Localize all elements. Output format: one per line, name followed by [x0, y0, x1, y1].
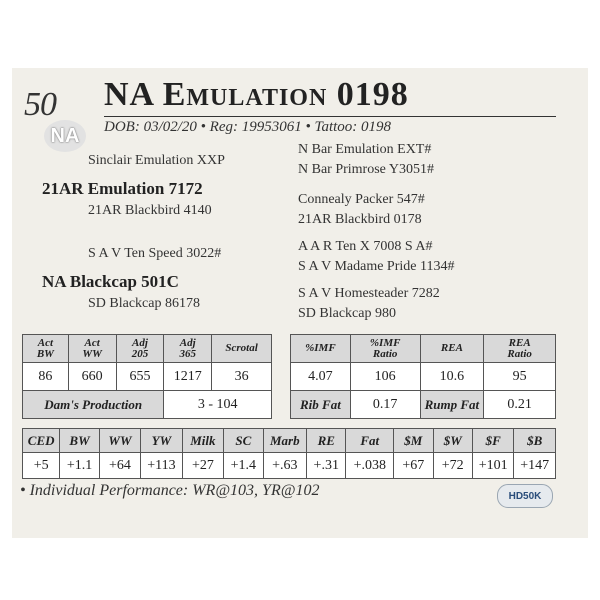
pedigree-sire-dam: 21AR Blackbird 4140 [88, 203, 212, 218]
lot-number: 50 [24, 86, 56, 123]
epd-value-ced: +5 [23, 453, 60, 479]
epd-header-w-index: $W [433, 429, 472, 453]
animal-name: NA Emulation 0198 [104, 76, 409, 113]
pedigree-sd-dam: 21AR Blackbird 0178 [298, 212, 422, 227]
pedigree-sd-sire: Connealy Packer 547# [298, 192, 425, 207]
weights-value-adj-205: 655 [116, 363, 164, 391]
epd-value-fat: +.038 [346, 453, 394, 479]
pedigree-sire: 21AR Emulation 7172 [42, 179, 203, 198]
epd-value-w-index: +72 [433, 453, 472, 479]
pedigree-ds-sire: A A R Ten X 7008 S A# [298, 239, 433, 254]
epd-header-yw: YW [141, 429, 182, 453]
epd-value-f-index: +101 [472, 453, 513, 479]
weights-header-act-ww: Act WW [68, 335, 116, 363]
pedigree-ds-dam: S A V Madame Pride 1134# [298, 259, 455, 274]
weights-header-scrotal: Scrotal [212, 335, 272, 363]
epd-value-milk: +27 [182, 453, 223, 479]
carcass-table [290, 334, 556, 419]
epd-table [22, 428, 556, 479]
epd-header-bw: BW [60, 429, 99, 453]
hd50k-logo: HD50K [497, 484, 553, 508]
pedigree-ss-sire: N Bar Emulation EXT# [298, 142, 432, 157]
pedigree-dam-sire: S A V Ten Speed 3022# [88, 246, 222, 261]
dams-production-value: 3 - 104 [164, 391, 272, 419]
epd-value-ww: +64 [99, 453, 140, 479]
epd-value-b-index: +147 [514, 453, 556, 479]
rib-fat-label: Rib Fat [291, 391, 351, 419]
weights-value-act-ww: 660 [68, 363, 116, 391]
epd-header-marb: Marb [263, 429, 307, 453]
individual-performance: • Individual Performance: WR@103, YR@102 [20, 482, 320, 499]
rump-fat-value: 0.21 [484, 391, 556, 419]
weights-value-scrotal: 36 [212, 363, 272, 391]
epd-value-yw: +113 [141, 453, 182, 479]
epd-value-bw: +1.1 [60, 453, 99, 479]
epd-header-sc: SC [224, 429, 263, 453]
carcass-value-rea-ratio: 95 [484, 363, 556, 391]
weights-value-act-bw: 86 [23, 363, 69, 391]
weights-value-adj-365: 1217 [164, 363, 212, 391]
weights-header-act-bw: Act BW [23, 335, 69, 363]
epd-header-ww: WW [99, 429, 140, 453]
carcass-value-imf-ratio: 106 [350, 363, 420, 391]
breeder-badge [44, 120, 86, 152]
epd-header-milk: Milk [182, 429, 223, 453]
weights-header-adj-205: Adj 205 [116, 335, 164, 363]
breeder-badge-text: NA [50, 124, 80, 147]
pedigree-dd-sire: S A V Homesteader 7282 [298, 286, 440, 301]
rib-fat-value: 0.17 [350, 391, 420, 419]
weights-header-adj-365: Adj 365 [164, 335, 212, 363]
pedigree-sire-sire: Sinclair Emulation XXP [88, 153, 225, 168]
dams-production-label: Dam's Production [23, 391, 164, 419]
epd-header-b-index: $B [514, 429, 556, 453]
pedigree-ss-dam: N Bar Primrose Y3051# [298, 162, 434, 177]
epd-header-re: RE [307, 429, 346, 453]
epd-value-m-index: +67 [394, 453, 433, 479]
weights-table [22, 334, 272, 419]
epd-header-m-index: $M [394, 429, 433, 453]
carcass-header-imf-ratio: %IMF Ratio [350, 335, 420, 363]
animal-details: DOB: 03/02/20 • Reg: 19953061 • Tattoo: 0198 [104, 119, 392, 135]
carcass-header-rea-ratio: REA Ratio [484, 335, 556, 363]
rump-fat-label: Rump Fat [420, 391, 484, 419]
epd-header-fat: Fat [346, 429, 394, 453]
pedigree-dd-dam: SD Blackcap 980 [298, 306, 396, 321]
carcass-value-imf: 4.07 [291, 363, 351, 391]
carcass-value-rea: 10.6 [420, 363, 484, 391]
carcass-header-rea: REA [420, 335, 484, 363]
pedigree-dam: NA Blackcap 501C [42, 272, 179, 291]
epd-header-ced: CED [23, 429, 60, 453]
epd-value-sc: +1.4 [224, 453, 263, 479]
title-rule [104, 116, 556, 117]
pedigree-dam-dam: SD Blackcap 86178 [88, 296, 200, 311]
carcass-header-imf: %IMF [291, 335, 351, 363]
epd-value-re: +.31 [307, 453, 346, 479]
epd-header-f-index: $F [472, 429, 513, 453]
epd-value-marb: +.63 [263, 453, 307, 479]
